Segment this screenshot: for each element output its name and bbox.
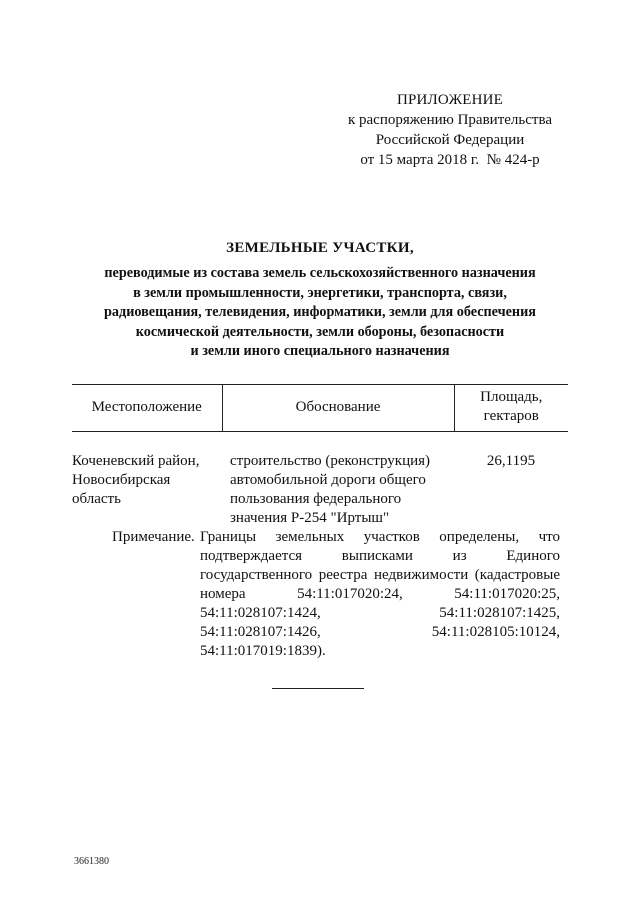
location-line: Коченевский район, bbox=[72, 453, 200, 469]
heading-subtitle-line: радиовещания, телевидения, информатики, земли для обеспечения bbox=[104, 304, 536, 321]
document-heading bbox=[60, 238, 580, 362]
appendix-line-order: к распоряжению Правительства bbox=[347, 112, 552, 128]
basis-line: автомобильной дороги общего bbox=[230, 472, 426, 488]
cell-location bbox=[72, 432, 222, 529]
note-label: Примечание. bbox=[112, 529, 195, 545]
header-area bbox=[454, 385, 568, 432]
note-block bbox=[112, 528, 560, 661]
appendix-line-date-number: от 15 марта 2018 г. № 424-р bbox=[360, 152, 540, 168]
closing-divider bbox=[272, 688, 364, 689]
heading-title: ЗЕМЕЛЬНЫЕ УЧАСТКИ, bbox=[226, 240, 414, 256]
header-area-line: Площадь, bbox=[480, 389, 543, 405]
heading-subtitle-line: и земли иного специального назначения bbox=[190, 343, 450, 360]
table-header-row bbox=[72, 385, 568, 432]
table-row bbox=[72, 432, 568, 529]
land-plots-table-wrap bbox=[72, 384, 568, 528]
heading-subtitle-line: в земли промышленности, энергетики, транспорта, связи, bbox=[133, 284, 507, 301]
note-text: Границы земельных участков определены, что подтверждается выписками из Единого государственного реестра недвижимости (кадастровые номера 54:11:017020:24, 54:11:017020:25, 54:11:028107:1424, 54:11:028107:1425, 54:11:028107:1426, 54:11:028105:10124, 54:11:017019:1839). bbox=[200, 529, 560, 659]
cell-area: 26,1195 bbox=[486, 453, 536, 469]
appendix-header bbox=[330, 90, 570, 170]
heading-subtitle-line: переводимые из состава земель сельскохозяйственного назначения bbox=[104, 265, 536, 281]
heading-subtitle bbox=[60, 264, 580, 362]
header-area-line: гектаров bbox=[483, 408, 539, 424]
location-line: Новосибирская bbox=[72, 472, 171, 488]
appendix-title: ПРИЛОЖЕНИЕ bbox=[396, 92, 504, 108]
basis-line: значения Р-254 "Иртыш" bbox=[230, 510, 390, 526]
basis-line: строительство (реконструкция) bbox=[230, 453, 431, 469]
cell-basis bbox=[222, 432, 454, 529]
heading-subtitle-line: космической деятельности, земли обороны, безопасности bbox=[135, 323, 505, 340]
header-location: Местоположение bbox=[72, 385, 222, 432]
appendix-line-government: Российской Федерации bbox=[375, 132, 525, 148]
location-line: область bbox=[72, 491, 121, 507]
land-plots-table bbox=[72, 384, 568, 528]
header-basis: Обоснование bbox=[222, 385, 454, 432]
document-number: 3661380 bbox=[74, 856, 109, 867]
basis-line: пользования федерального bbox=[230, 491, 402, 507]
